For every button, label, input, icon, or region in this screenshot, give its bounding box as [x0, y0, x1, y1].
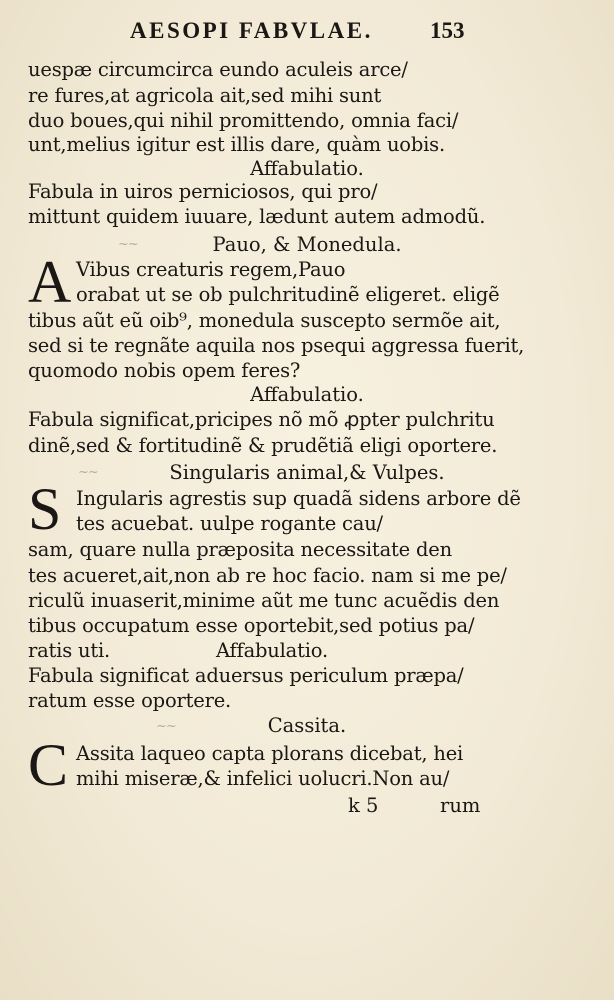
text-line: unt,melius igitur est illis dare, quàm uobis. — [28, 133, 445, 156]
text-line: Ingularis agrestis sup quadã sidens arbore dẽ — [76, 487, 521, 510]
text-line: tes acueret,ait,non ab re hoc facio. nam si me pe/ — [28, 564, 507, 587]
text-line: quomodo nobis opem feres? — [28, 359, 301, 382]
text-line: Fabula significat aduersus periculum præpa/ — [28, 664, 464, 687]
fable-title: Pauo, & Monedula. — [212, 233, 402, 256]
moral-heading: Affabulatio. — [250, 157, 364, 180]
fable-title: Singularis animal,& Vulpes. — [169, 461, 445, 484]
text-line: tes acuebat. uulpe rogante cau/ — [76, 512, 383, 535]
running-title: AESOPI FABVLAE. — [130, 18, 373, 43]
text-line: dinẽ,sed & fortitudinẽ & prudẽtiã eligi oportere. — [28, 434, 498, 457]
text-line: Assita laqueo capta plorans dicebat, hei — [76, 742, 464, 765]
text-line: mittunt quidem iuuare, lædunt autem admodũ. — [28, 205, 486, 228]
text-line: tibus aũt eũ oib⁹, monedula suscepto sermõe ait, — [28, 309, 501, 332]
dropcap-s: S — [28, 476, 62, 542]
text-line: orabat ut se ob pulchritudinẽ eligeret. eligẽ — [76, 283, 500, 306]
text-line: tibus occupatum esse oportebit,sed potius pa/ — [28, 614, 475, 637]
text-line: mihi miseræ,& infelici uolucri.Non au/ — [76, 767, 450, 790]
catchword: rum — [440, 794, 481, 817]
text-line: uespæ circumcirca eundo aculeis arce/ — [28, 58, 408, 81]
text-line: sed si te regnãte aquila nos psequi aggressa fuerit, — [28, 334, 525, 357]
ink-smudge: ~~ — [156, 719, 176, 734]
moral-heading: Affabulatio. — [250, 383, 364, 406]
dropcap-c: C — [28, 732, 69, 798]
text-line: Fabula in uiros perniciosos, qui pro/ — [28, 180, 378, 203]
ink-smudge: ~~ — [118, 237, 138, 252]
dropcap-a: A — [28, 249, 72, 315]
ink-smudge: ~~ — [78, 465, 98, 480]
text-line: ratis uti. — [28, 639, 111, 662]
signature-mark: k 5 — [348, 794, 379, 817]
text-line: re fures,at agricola ait,sed mihi sunt — [28, 84, 382, 107]
text-line: ratum esse oportere. — [28, 689, 232, 712]
text-line: riculũ inuaserit,minime aũt me tunc acuẽdis den — [28, 589, 500, 612]
page-number: 153 — [430, 18, 465, 43]
text-line: Fabula significat,pricipes nõ mõ ꝓpter pulchritu — [28, 408, 495, 431]
text-line: duo boues,qui nihil promittendo, omnia faci/ — [28, 109, 459, 132]
moral-heading: Affabulatio. — [216, 639, 328, 662]
text-line: Vibus creaturis regem,Pauo — [76, 258, 346, 281]
fable-title: Cassita. — [267, 714, 347, 737]
text-line: sam, quare nulla præposita necessitate den — [28, 538, 452, 561]
